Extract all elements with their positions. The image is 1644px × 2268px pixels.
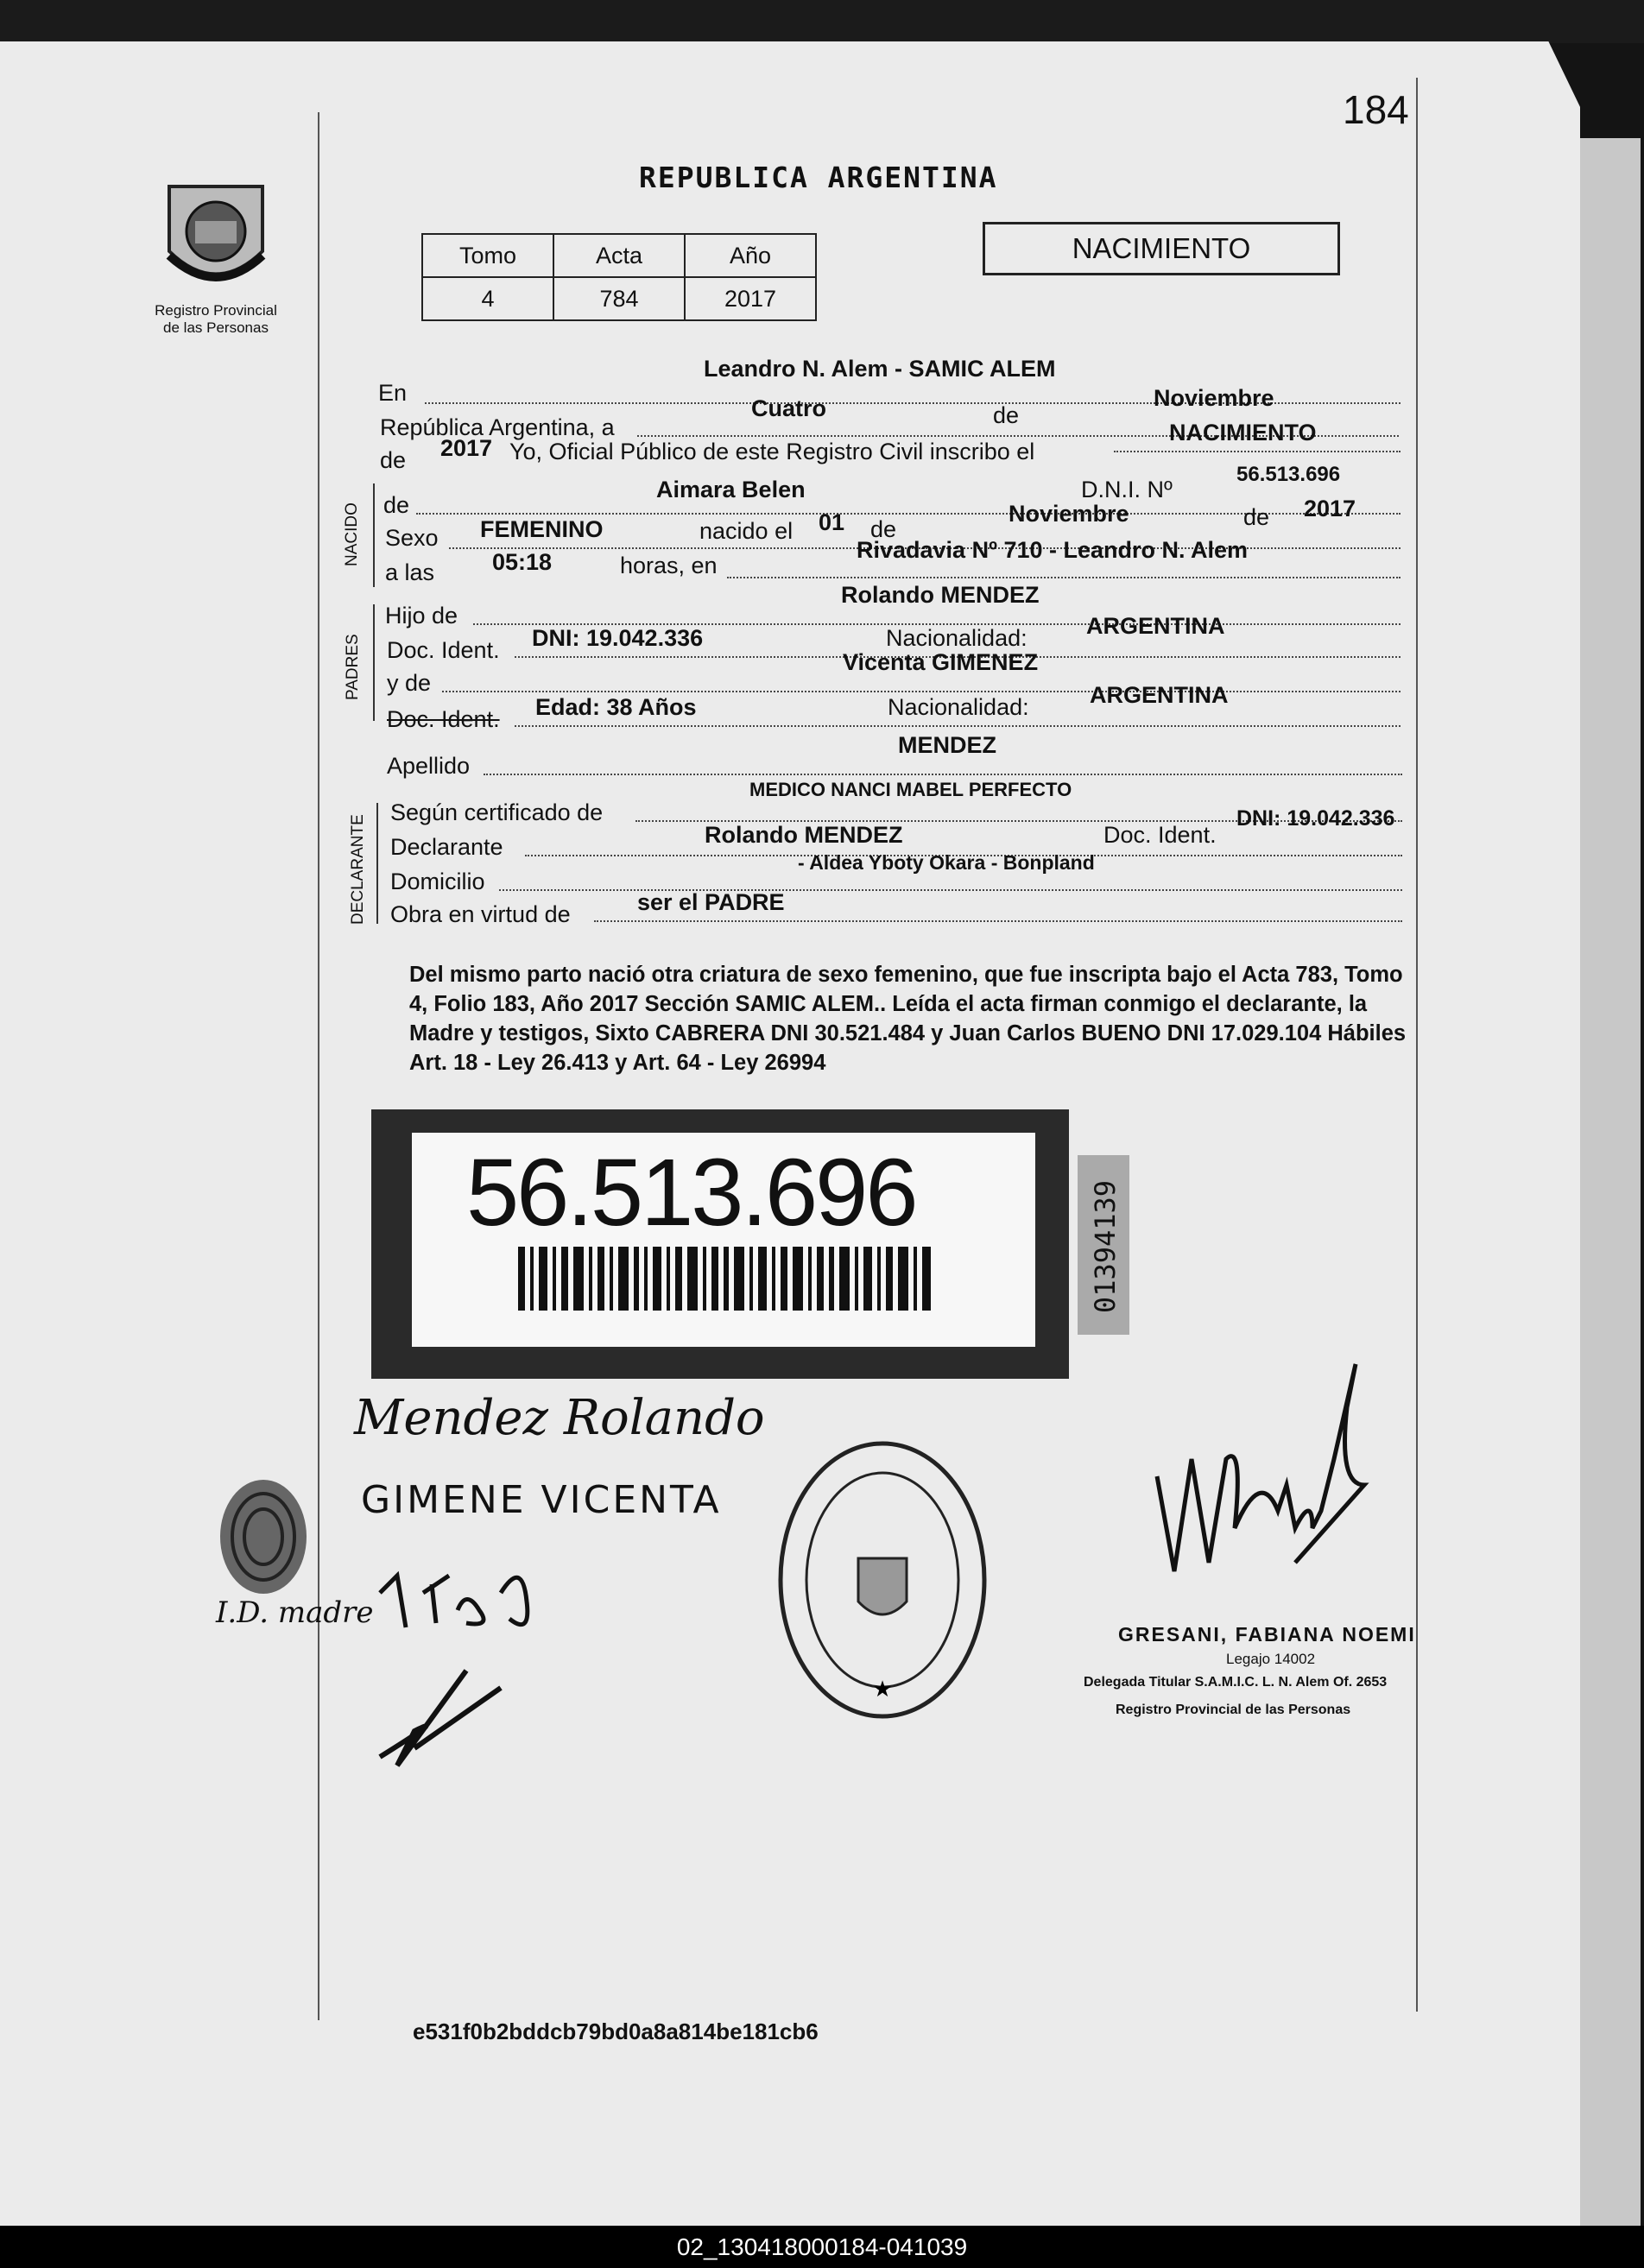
madre-nacionalidad: ARGENTINA [1090, 682, 1229, 708]
nacido-bracket [373, 483, 375, 587]
de-label: de [993, 402, 1020, 428]
declarante-nombre: Rolando MENDEZ [705, 822, 903, 848]
fingerprint-icon [207, 1468, 319, 1597]
declarante-section-label: DECLARANTE [349, 814, 367, 925]
sticker-serial: 01394139 [1089, 1179, 1122, 1314]
nacido-de-label: de [383, 492, 410, 518]
obra-value: ser el PADRE [637, 889, 785, 915]
dotted-line [594, 920, 1402, 922]
nacido-dni: 56.513.696 [1236, 463, 1341, 486]
padre-nombre: Rolando MENDEZ [841, 582, 1040, 608]
registry-stamp-icon [775, 1437, 990, 1722]
nacido-anio: 2017 [1304, 496, 1356, 521]
nacido-sexo: FEMENINO [480, 516, 604, 542]
padre-doc: DNI: 19.042.336 [532, 625, 704, 651]
document-title: REPUBLICA ARGENTINA [639, 161, 998, 194]
madre-doc: Edad: 38 Años [535, 694, 697, 720]
ref-value-anio: 2017 [685, 277, 816, 320]
ref-header-tomo: Tomo [422, 234, 553, 277]
officer-legajo: Legajo 14002 [1226, 1651, 1316, 1667]
reference-table [421, 233, 817, 321]
dotted-line [1114, 451, 1401, 452]
en-label: En [378, 380, 408, 406]
document-hash: e531f0b2bddcb79bd0a8a814be181cb6 [413, 2018, 819, 2044]
de-label-3: de [1243, 504, 1270, 530]
oficial-label: Yo, Oficial Público de este Registro Civil inscribo el [509, 439, 1035, 464]
anio-inscripcion: 2017 [440, 435, 493, 461]
fingerprint-label: I.D. madre [216, 1595, 374, 1630]
apellido-value: MENDEZ [898, 732, 996, 758]
declarante-label: Declarante [390, 834, 503, 860]
signature-oficial [1140, 1355, 1382, 1632]
scan-file-id: 02_130418000184-041039 [0, 2226, 1644, 2268]
doc-ident-label-2: Doc. Ident. [387, 706, 500, 732]
logo-caption: Registro Provincial de las Personas [155, 302, 277, 336]
nacionalidad-label-2: Nacionalidad: [888, 694, 1029, 720]
doc-ident-label: Doc. Ident. [387, 637, 500, 663]
dotted-line [499, 889, 1402, 891]
dotted-line [727, 577, 1401, 578]
dotted-line [442, 691, 1401, 692]
nacido-lugar: Rivadavia Nº 710 - Leandro N. Alem [857, 537, 1249, 563]
barcode-icon [518, 1247, 933, 1311]
y-de-label: y de [387, 670, 432, 696]
obra-label: Obra en virtud de [390, 901, 571, 927]
domicilio-label: Domicilio [390, 869, 485, 894]
dni-label: D.N.I. Nº [1081, 477, 1173, 502]
domicilio-value: - Aldea Yboty Okara - Bonpland [798, 851, 1095, 874]
nacido-section-label: NACIDO [343, 502, 361, 566]
madre-nombre: Vicenta GIMENEZ [843, 649, 1039, 675]
signature-madre: GIMENE VICENTA [361, 1478, 722, 1522]
padres-section-label: PADRES [344, 634, 362, 700]
nacido-hora: 05:18 [492, 549, 553, 575]
dotted-line [515, 725, 1401, 727]
ref-value-tomo: 4 [422, 277, 553, 320]
signature-testigos [363, 1541, 579, 1783]
padres-bracket [373, 604, 375, 721]
nacido-nombre: Aimara Belen [656, 477, 806, 502]
dia-inscripcion: Cuatro [751, 395, 826, 421]
mes-inscripcion: Noviembre [1154, 385, 1274, 411]
nacionalidad-label: Nacionalidad: [886, 625, 1028, 651]
nacido-dia: 01 [819, 509, 845, 535]
inscribo-value: NACIMIENTO [1169, 420, 1317, 445]
dotted-line [484, 774, 1402, 775]
nacido-mes: Noviembre [1009, 501, 1129, 527]
declarante-bracket [376, 803, 378, 924]
apellido-label: Apellido [387, 753, 471, 779]
scan-background [0, 0, 1644, 43]
sexo-label: Sexo [385, 525, 439, 551]
segun-label: Según certificado de [390, 799, 604, 825]
ref-header-acta: Acta [553, 234, 685, 277]
declarante-doc: DNI: 19.042.336 [1236, 806, 1395, 831]
svg-text:★: ★ [872, 1677, 893, 1703]
certificado-value: MEDICO NANCI MABEL PERFECTO [749, 779, 1072, 800]
de-label-2: de [870, 516, 897, 542]
page-number: 184 [1343, 87, 1409, 132]
province-seal-icon [152, 169, 280, 297]
padre-nacionalidad: ARGENTINA [1086, 613, 1225, 639]
officer-title-1: Delegada Titular S.A.M.I.C. L. N. Alem Of. 2653 [1084, 1675, 1388, 1690]
horas-en-label: horas, en [620, 553, 718, 578]
sticker-dni-number: 56.513.696 [466, 1140, 916, 1246]
record-type-box: NACIMIENTO [983, 222, 1340, 275]
lugar-inscripcion: Leandro N. Alem - SAMIC ALEM [704, 356, 1056, 382]
republica-label: República Argentina, a [380, 414, 615, 440]
hijo-de-label: Hijo de [385, 603, 458, 629]
nacido-el-label: nacido el [699, 518, 794, 544]
declarante-doc-label: Doc. Ident. [1103, 822, 1217, 848]
observations-paragraph: Del mismo parto nació otra criatura de sexo femenino, que fue inscripta bajo el Acta 783, Tomo 4, Folio 183, Año 2017 Sección SAMIC ALEM.. Leída el acta firman conmigo el declarante, la Madre y testigos, Sixto CABRERA DNI 30.521.484 y Juan Carlos BUENO DNI 17.029.104 Hábiles Art. 18 - Ley 26.413 y Art. 64 - Ley 26994 [409, 963, 1407, 1075]
ref-value-acta: 784 [553, 277, 685, 320]
a-las-label: a las [385, 559, 435, 585]
officer-title-2: Registro Provincial de las Personas [1116, 1703, 1351, 1717]
left-margin-line [318, 112, 319, 2020]
de2-label: de [380, 447, 407, 473]
officer-name: GRESANI, FABIANA NOEMI [1118, 1623, 1416, 1646]
ref-header-anio: Año [685, 234, 816, 277]
signature-declarante: Mendez Rolando [354, 1390, 765, 1446]
